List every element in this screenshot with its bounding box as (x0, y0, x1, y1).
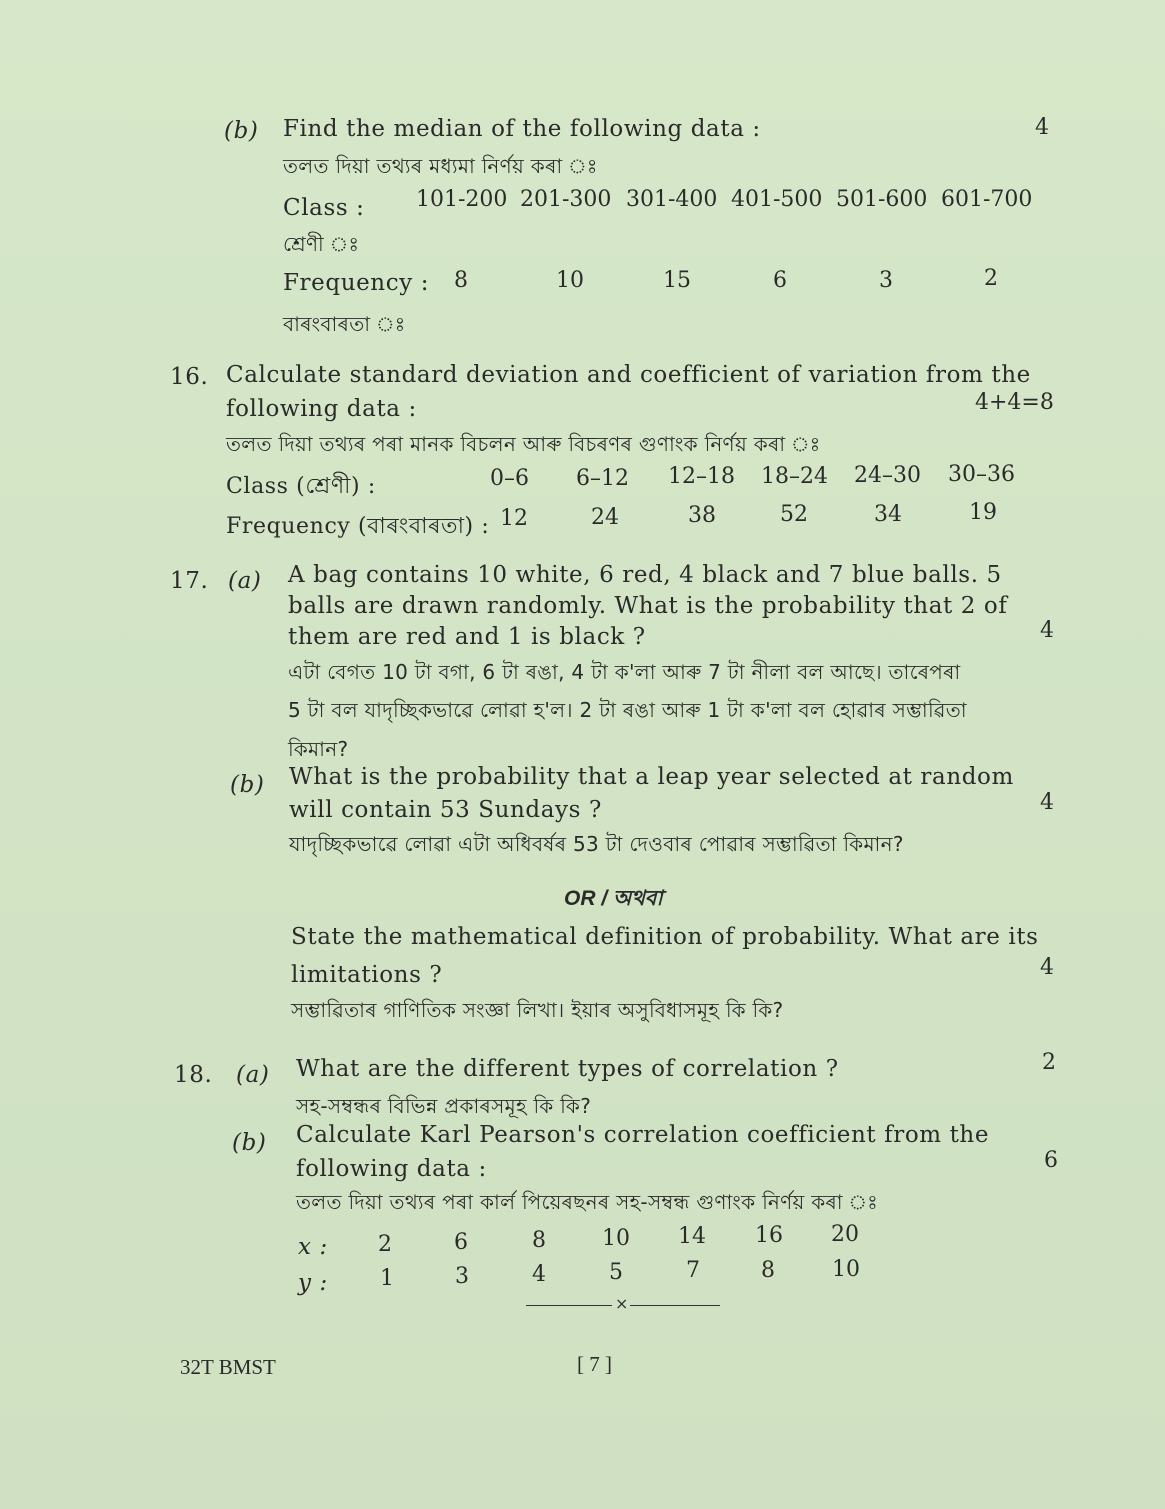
q15b-class-cell: 501-600 (836, 187, 928, 212)
q15b-freq-cell: 15 (663, 268, 691, 293)
q16-question-as: তলত দিয়া তথ্যৰ পৰা মানক বিচলন আৰু বিচৰণৰ গুণাংক নিৰ্ণয় কৰা ঃ (226, 432, 821, 456)
q16-freq-cell: 34 (874, 502, 902, 527)
q15b-class-label-as: শ্ৰেণী ঃ (283, 232, 360, 256)
q17a-question-as-line2: 5 টা বল যাদৃচ্ছিকভাৱে লোৱা হ'ল। 2 টা ৰঙা আৰু 1 টা ক'লা বল হোৱাৰ সম্ভাৱিতা (288, 698, 967, 722)
q16-class-cell: 0–6 (490, 466, 529, 491)
x-row-label: x : (298, 1234, 328, 1260)
paper-code: 32T BMST (180, 1355, 276, 1379)
q15b-freq-label-as: বাৰংবাৰতা ঃ (283, 312, 406, 336)
end-rule-left (526, 1305, 612, 1306)
q15b-freq-cell: 3 (879, 268, 893, 293)
q16-freq-label: Frequency (বাৰংবাৰতা) : (226, 514, 490, 539)
q15b-class-cell: 301-400 (626, 187, 718, 212)
q18b-question-en-line2: following data : (296, 1156, 487, 1182)
q17a-label: (a) (228, 568, 262, 594)
q16-freq-cell: 19 (969, 500, 997, 525)
end-rule-right (630, 1305, 720, 1306)
q17a-question-en-line2: balls are drawn randomly. What is the probability that 2 of (288, 593, 1008, 619)
q17-number: 17. (170, 568, 209, 594)
q16-question-en-line2: following data : (226, 396, 417, 422)
y-value: 8 (761, 1258, 775, 1283)
q17a-marks: 4 (1040, 618, 1054, 643)
x-value: 14 (678, 1224, 706, 1249)
q18-number: 18. (174, 1062, 213, 1088)
y-value: 5 (609, 1260, 623, 1285)
q17b-label: (b) (230, 772, 265, 798)
q16-class-cell: 18–24 (761, 464, 828, 489)
q18b-question-as: তলত দিয়া তথ্যৰ পৰা কাৰ্ল পিয়েৰছনৰ সহ-সম্বন্ধ গুণাংক নিৰ্ণয় কৰা ঃ (296, 1190, 879, 1214)
q15b-class-cell: 601-700 (941, 187, 1033, 212)
q16-freq-cell: 12 (500, 506, 528, 531)
q15b-freq-cell: 6 (773, 268, 787, 293)
q18b-marks: 6 (1044, 1148, 1058, 1173)
q15b-class-cell: 401-500 (731, 187, 823, 212)
page-number: [ 7 ] (577, 1352, 612, 1376)
x-value: 2 (378, 1232, 392, 1257)
q16-class-cell: 12–18 (668, 464, 735, 489)
q17a-question-as-line1: এটা বেগত 10 টা বগা, 6 টা ৰঙা, 4 টা ক'লা আৰু 7 টা নীলা বল আছে। তাৰেপৰা (288, 660, 961, 684)
q15b-freq-cell: 2 (984, 266, 998, 291)
q16-freq-cell: 24 (591, 505, 619, 530)
q17-alt-question-as: সম্ভাৱিতাৰ গাণিতিক সংজ্ঞা লিখা। ইয়াৰ অসুবিধাসমূহ কি কি? (291, 998, 784, 1022)
x-value: 10 (602, 1226, 630, 1251)
q15b-class-cell: 201-300 (520, 187, 612, 212)
y-value: 4 (532, 1262, 546, 1287)
q18a-question-as: সহ-সম্বন্ধৰ বিভিন্ন প্ৰকাৰসমূহ কি কি? (296, 1094, 592, 1118)
q17b-marks: 4 (1040, 790, 1054, 815)
x-value: 8 (532, 1228, 546, 1253)
q15b-freq-cell: 8 (454, 268, 468, 293)
q17b-question-en-line2: will contain 53 Sundays ? (289, 797, 602, 823)
end-mark: × (615, 1294, 629, 1313)
x-value: 6 (454, 1230, 468, 1255)
q17-alt-marks: 4 (1040, 955, 1054, 980)
q16-class-cell: 6–12 (576, 466, 629, 491)
y-value: 1 (380, 1266, 394, 1291)
q17a-question-as-line3: কিমান? (288, 737, 349, 761)
q17a-question-en-line1: A bag contains 10 white, 6 red, 4 black and 7 blue balls. 5 (288, 562, 1002, 588)
q15b-class-cell: 101-200 (416, 187, 508, 212)
y-value: 3 (455, 1264, 469, 1289)
q16-class-label: Class (শ্ৰেণী) : (226, 474, 376, 499)
q15b-label: (b) (224, 118, 259, 144)
q15b-class-label: Class : (283, 195, 365, 221)
q17-alt-question-en-line2: limitations ? (291, 962, 443, 988)
q15b-freq-cell: 10 (556, 268, 584, 293)
q16-question-en-line1: Calculate standard deviation and coefficient of variation from the (226, 362, 1031, 388)
x-value: 20 (831, 1222, 859, 1247)
q18b-question-en-line1: Calculate Karl Pearson's correlation coefficient from the (296, 1122, 990, 1148)
q18a-marks: 2 (1042, 1050, 1056, 1075)
q16-class-cell: 24–30 (854, 463, 921, 488)
q16-freq-cell: 38 (688, 503, 716, 528)
q18a-label: (a) (236, 1062, 270, 1088)
y-row-label: y : (298, 1270, 328, 1296)
q16-freq-cell: 52 (780, 502, 808, 527)
or-separator: OR / অথবা (564, 887, 663, 910)
q15b-question-en: Find the median of the following data : (283, 116, 761, 142)
y-value: 7 (686, 1258, 700, 1283)
q17b-question-as: যাদৃচ্ছিকভাৱে লোৱা এটা অধিবৰ্ষৰ 53 টা দেওবাৰ পোৱাৰ সম্ভাৱিতা কিমান? (289, 832, 904, 856)
x-value: 16 (755, 1223, 783, 1248)
q18b-label: (b) (232, 1130, 267, 1156)
q16-class-cell: 30–36 (948, 462, 1015, 487)
q16-number: 16. (170, 364, 209, 390)
q18a-question-en: What are the different types of correlation ? (296, 1056, 839, 1082)
q16-marks: 4+4=8 (975, 390, 1054, 415)
y-value: 10 (832, 1257, 860, 1282)
q15b-question-as: তলত দিয়া তথ্যৰ মধ্যমা নিৰ্ণয় কৰা ঃ (283, 154, 598, 178)
q17b-question-en-line1: What is the probability that a leap year selected at random (289, 764, 1014, 790)
q17a-question-en-line3: them are red and 1 is black ? (288, 624, 646, 650)
q15b-freq-label: Frequency : (283, 270, 430, 296)
q15b-marks: 4 (1035, 115, 1049, 140)
q17-alt-question-en-line1: State the mathematical definition of probability. What are its (291, 924, 1039, 950)
